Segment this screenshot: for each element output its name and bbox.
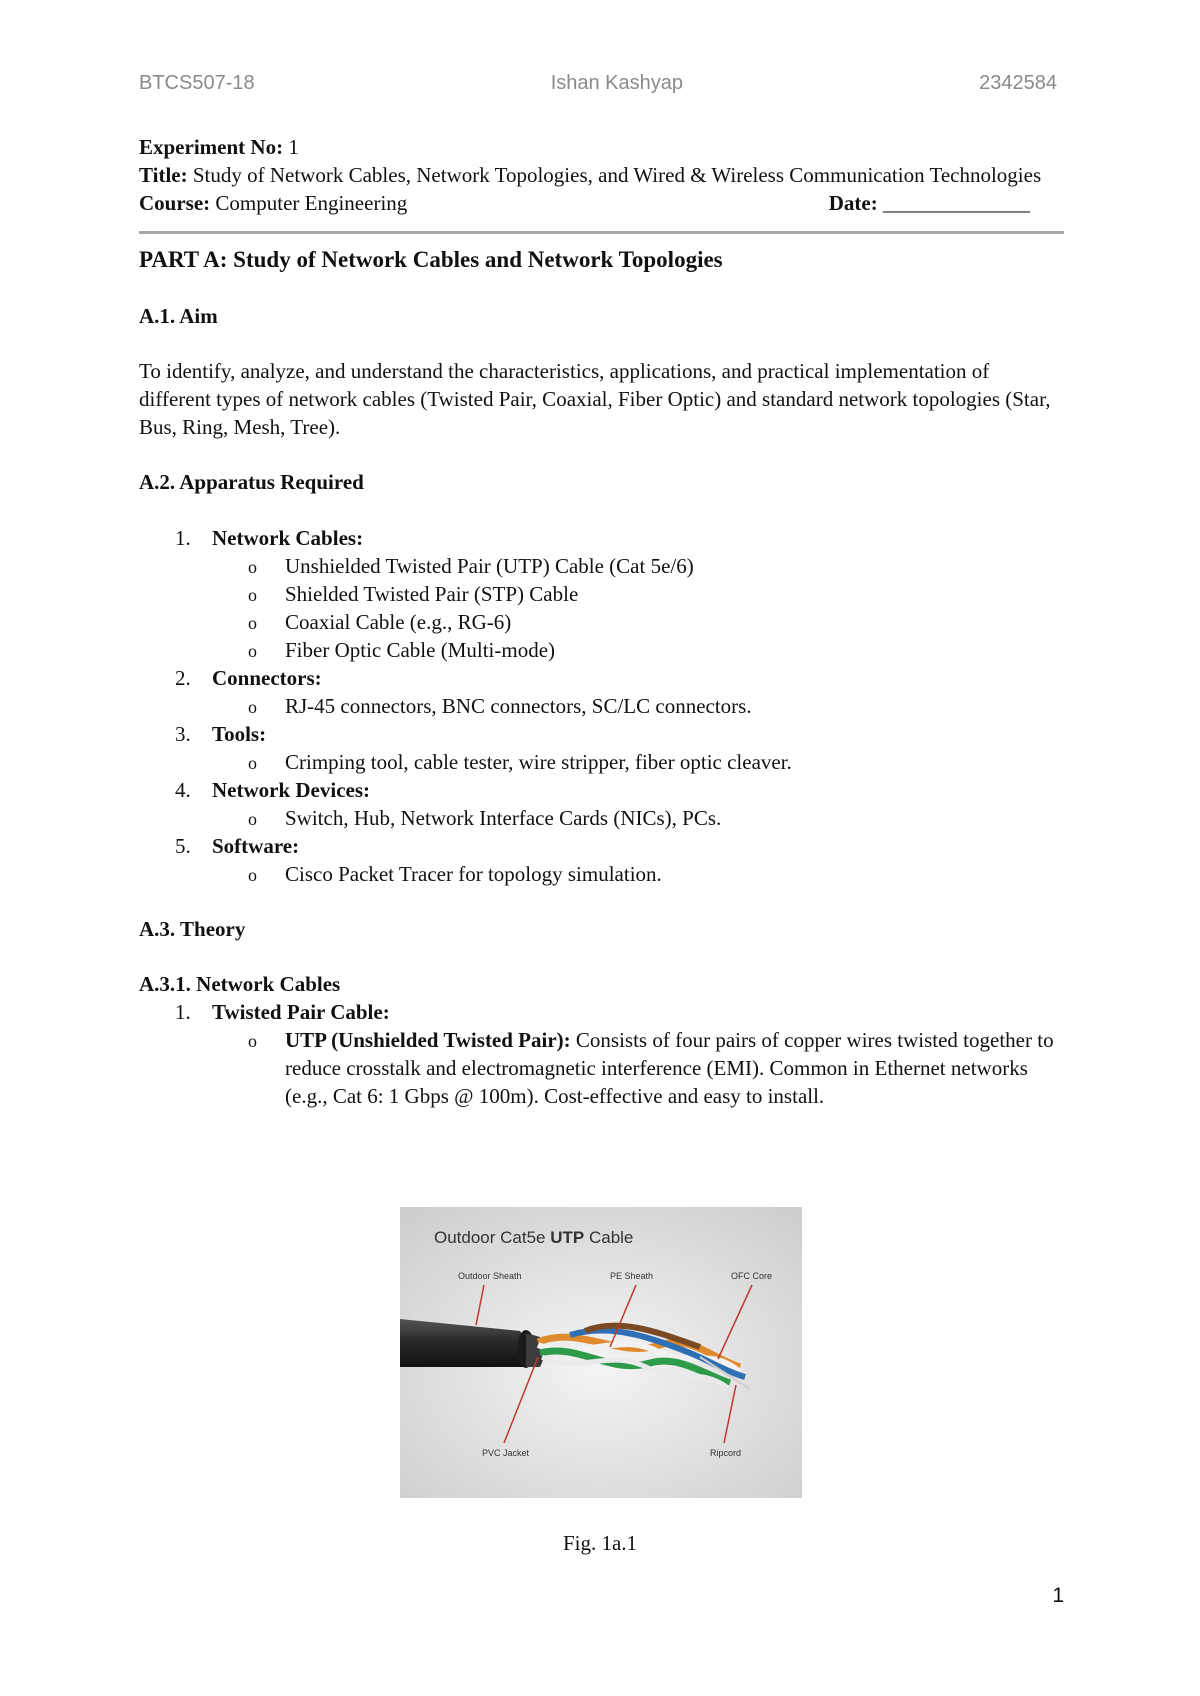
part-a-heading: PART A: Study of Network Cables and Network Topologies bbox=[139, 247, 723, 272]
title-label: Title: bbox=[139, 163, 188, 187]
bullet: o bbox=[248, 809, 257, 829]
sub-list bbox=[212, 860, 1064, 888]
sub-list-item bbox=[139, 552, 1064, 580]
sub-list-text: Cisco Packet Tracer for topology simulation. bbox=[285, 862, 662, 886]
author-name: Ishan Kashyap bbox=[550, 72, 684, 94]
utp-text: Consists of four pairs of copper wires twisted together to reduce crosstalk and electromagnetic interference (EMI). Common in Ethernet networks (e.g., Cat 6: 1 Gbps @ 100m). Cost-effective and easy to install. bbox=[285, 1028, 1054, 1108]
sub-list-item bbox=[139, 748, 1064, 776]
document-body bbox=[139, 133, 1064, 1110]
sub-list-text: Switch, Hub, Network Interface Cards (NICs), PCs. bbox=[285, 806, 722, 830]
course-value: Computer Engineering bbox=[210, 191, 408, 215]
apparatus-item bbox=[139, 664, 1064, 720]
bullet: o bbox=[248, 697, 257, 717]
sub-list-text: Unshielded Twisted Pair (UTP) Cable (Cat 5e/6) bbox=[285, 554, 694, 578]
apparatus-label: Network Devices: bbox=[212, 778, 371, 802]
apparatus-list bbox=[139, 524, 1064, 888]
apparatus-item bbox=[139, 776, 1064, 832]
utp-label: UTP (Unshielded Twisted Pair): bbox=[285, 1028, 571, 1052]
list-number: 5. bbox=[175, 834, 191, 858]
sub-list bbox=[212, 748, 1064, 776]
sub-list-item bbox=[139, 692, 1064, 720]
list-number: 3. bbox=[175, 722, 191, 746]
experiment-value: 1 bbox=[283, 135, 299, 159]
utp-cable-figure bbox=[400, 1207, 802, 1498]
bullet: o bbox=[248, 613, 257, 633]
cable-types-list bbox=[139, 998, 1064, 1110]
pe-sheath-label: PE Sheath bbox=[610, 1271, 654, 1281]
sub-list-item bbox=[139, 804, 1064, 832]
sub-list-text: Crimping tool, cable tester, wire stripper, fiber optic cleaver. bbox=[285, 750, 792, 774]
sub-list-item bbox=[139, 580, 1064, 608]
figure-caption: Fig. 1a.1 bbox=[562, 1531, 638, 1555]
bullet: o bbox=[248, 585, 257, 605]
apparatus-heading: A.2. Apparatus Required bbox=[139, 470, 364, 494]
sub-list bbox=[212, 692, 1064, 720]
sub-list-text: Fiber Optic Cable (Multi-mode) bbox=[285, 638, 556, 662]
sub-list-item bbox=[139, 860, 1064, 888]
bullet: o bbox=[248, 641, 257, 661]
list-number: 2. bbox=[175, 666, 191, 690]
list-item bbox=[139, 998, 1064, 1110]
course-block bbox=[139, 189, 407, 217]
aim-heading: A.1. Aim bbox=[139, 304, 218, 328]
title-value: Study of Network Cables, Network Topologies, and Wired & Wireless Communication Technologies bbox=[187, 163, 1042, 187]
pvc-jacket-label: PVC Jacket bbox=[482, 1448, 530, 1458]
apparatus-label: Tools: bbox=[212, 722, 267, 746]
sub-list-item bbox=[139, 1026, 1064, 1110]
outdoor-sheath-label: Outdoor Sheath bbox=[458, 1271, 522, 1281]
roll-number: 2342584 bbox=[979, 72, 1057, 94]
sub-list bbox=[212, 804, 1064, 832]
apparatus-item bbox=[139, 832, 1064, 888]
sub-list-text: RJ-45 connectors, BNC connectors, SC/LC connectors. bbox=[285, 694, 752, 718]
sub-list-text: Coaxial Cable (e.g., RG-6) bbox=[285, 610, 512, 634]
date-label: Date: bbox=[828, 191, 878, 215]
apparatus-label: Software: bbox=[212, 834, 300, 858]
experiment-line bbox=[139, 133, 1064, 161]
sub-list bbox=[212, 552, 1064, 664]
date-block bbox=[829, 189, 1030, 217]
bullet: o bbox=[248, 557, 257, 577]
figure-title: Outdoor Cat5e UTP Cable bbox=[434, 1228, 634, 1247]
theory-heading: A.3. Theory bbox=[139, 917, 246, 941]
list-number: 1. bbox=[175, 1000, 191, 1024]
apparatus-item bbox=[139, 524, 1064, 664]
apparatus-label: Connectors: bbox=[212, 666, 322, 690]
ripcord-label: Ripcord bbox=[710, 1448, 742, 1458]
date-value: ______________ bbox=[877, 191, 1030, 215]
sub-list-item bbox=[139, 608, 1064, 636]
sub-list-item bbox=[139, 636, 1064, 664]
twisted-pair-label: Twisted Pair Cable: bbox=[212, 1000, 390, 1024]
sub-list-text: Shielded Twisted Pair (STP) Cable bbox=[285, 582, 579, 606]
experiment-label: Experiment No: bbox=[139, 135, 284, 159]
ofc-core-label: OFC Core bbox=[731, 1271, 773, 1281]
course-date-line bbox=[139, 189, 1064, 217]
course-label: Course: bbox=[139, 191, 211, 215]
bullet: o bbox=[248, 753, 257, 773]
apparatus-item bbox=[139, 720, 1064, 776]
bullet: o bbox=[248, 865, 257, 885]
course-code: BTCS507-18 bbox=[139, 72, 255, 94]
sub-list bbox=[212, 1026, 1064, 1110]
apparatus-label: Network Cables: bbox=[212, 526, 364, 550]
title-line bbox=[139, 161, 1064, 189]
list-number: 4. bbox=[175, 778, 191, 802]
list-number: 1. bbox=[175, 526, 191, 550]
page-header bbox=[139, 72, 1057, 95]
bullet: o bbox=[248, 1031, 257, 1051]
page-number: 1 bbox=[1052, 1584, 1064, 1607]
horizontal-rule bbox=[139, 231, 1064, 234]
aim-text: To identify, analyze, and understand the characteristics, applications, and practical implementation of different types of network cables (Twisted Pair, Coaxial, Fiber Optic) and standard network topologies (Star, Bus, Ring, Mesh, Tree). bbox=[139, 359, 1051, 439]
utp-cable-illustration bbox=[400, 1207, 802, 1498]
network-cables-heading: A.3.1. Network Cables bbox=[139, 972, 341, 996]
